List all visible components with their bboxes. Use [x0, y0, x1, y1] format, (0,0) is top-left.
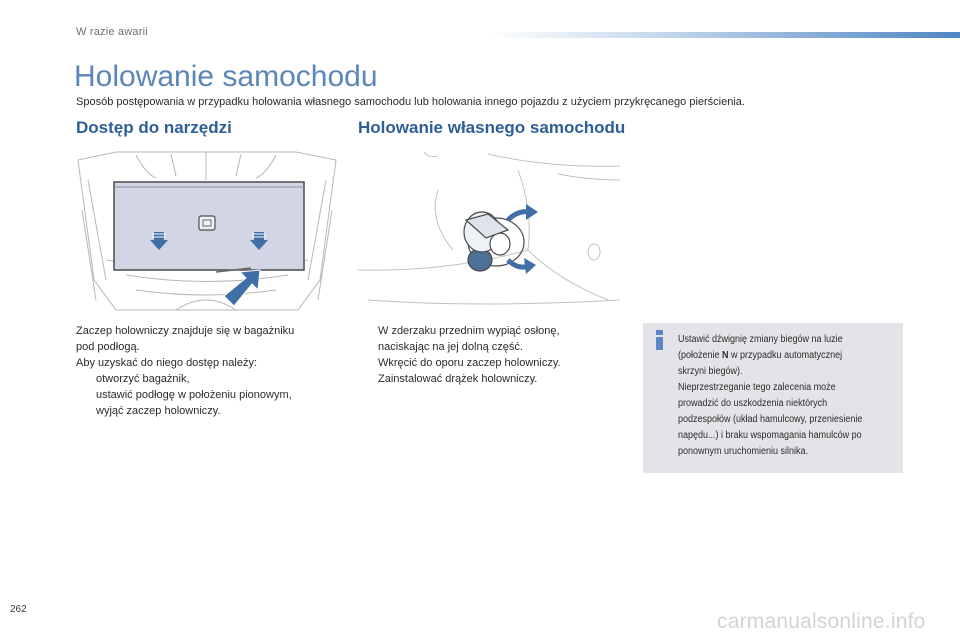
towing-steps-text — [358, 323, 608, 387]
arrow-down-icon — [508, 258, 536, 274]
page-subtitle: Sposób postępowania w przypadku holowania własnego samochodu lub holowania innego pojazdu z użyciem przykręcanego pierścienia. — [76, 96, 745, 108]
arrow-up-right-icon — [224, 270, 260, 306]
list-item: Zainstalować drążek holowniczy. — [358, 371, 608, 387]
bullet-icon — [76, 403, 96, 419]
info-text: Ustawić dźwignię zmiany biegów na luzie (położenie N w przypadku automatycznej skrzyni biegów). Nieprzestrzeganie tego zalecenia może prowadzić do uszkodzenia niektórych podzespołów (układ hamulcowy, przeniesienie napędu...) i braku wspomagania hamulców po ponownym uruchomieniu silnika. — [678, 334, 863, 457]
heading-tool-access: Dostęp do narzędzi — [76, 118, 232, 137]
bullet-icon — [76, 387, 96, 403]
page-number: 262 — [10, 604, 27, 615]
bumper-drawing — [358, 150, 620, 314]
watermark: carmanualsonline.info — [717, 610, 926, 633]
trunk-illustration — [76, 150, 338, 314]
arrow-up-right-icon — [508, 204, 538, 220]
bullet-icon — [358, 371, 378, 387]
tool-access-text — [76, 323, 338, 419]
heading-towing-own-car: Holowanie własnego samochodu — [358, 118, 626, 137]
list-item: ustawić podłogę w położeniu pionowym, — [76, 387, 338, 403]
list-item: otworzyć bagażnik, — [76, 371, 338, 387]
list-item: Wkręcić do oporu zaczep holowniczy. — [358, 355, 608, 371]
list-item: wyjąć zaczep holowniczy. — [76, 403, 338, 419]
info-icon — [653, 330, 666, 350]
paragraph: Zaczep holowniczy znajduje się w bagażniku — [76, 325, 295, 337]
bullet-icon — [76, 371, 96, 387]
list-item: W zderzaku przednim wypiąć osłonę, — [358, 323, 608, 339]
bumper-illustration — [358, 150, 620, 314]
page-title: Holowanie samochodu — [74, 60, 378, 93]
bullet-icon — [358, 355, 378, 371]
trunk-drawing — [76, 150, 338, 314]
header-gradient-bar — [488, 32, 960, 38]
section-label: W razie awarii — [76, 26, 148, 38]
paragraph: pod podłogą. — [76, 341, 140, 353]
paragraph: Aby uzyskać do niego dostęp należy: — [76, 357, 258, 369]
bullet-icon — [358, 323, 378, 339]
list-item: naciskając na jej dolną część. — [378, 341, 523, 353]
